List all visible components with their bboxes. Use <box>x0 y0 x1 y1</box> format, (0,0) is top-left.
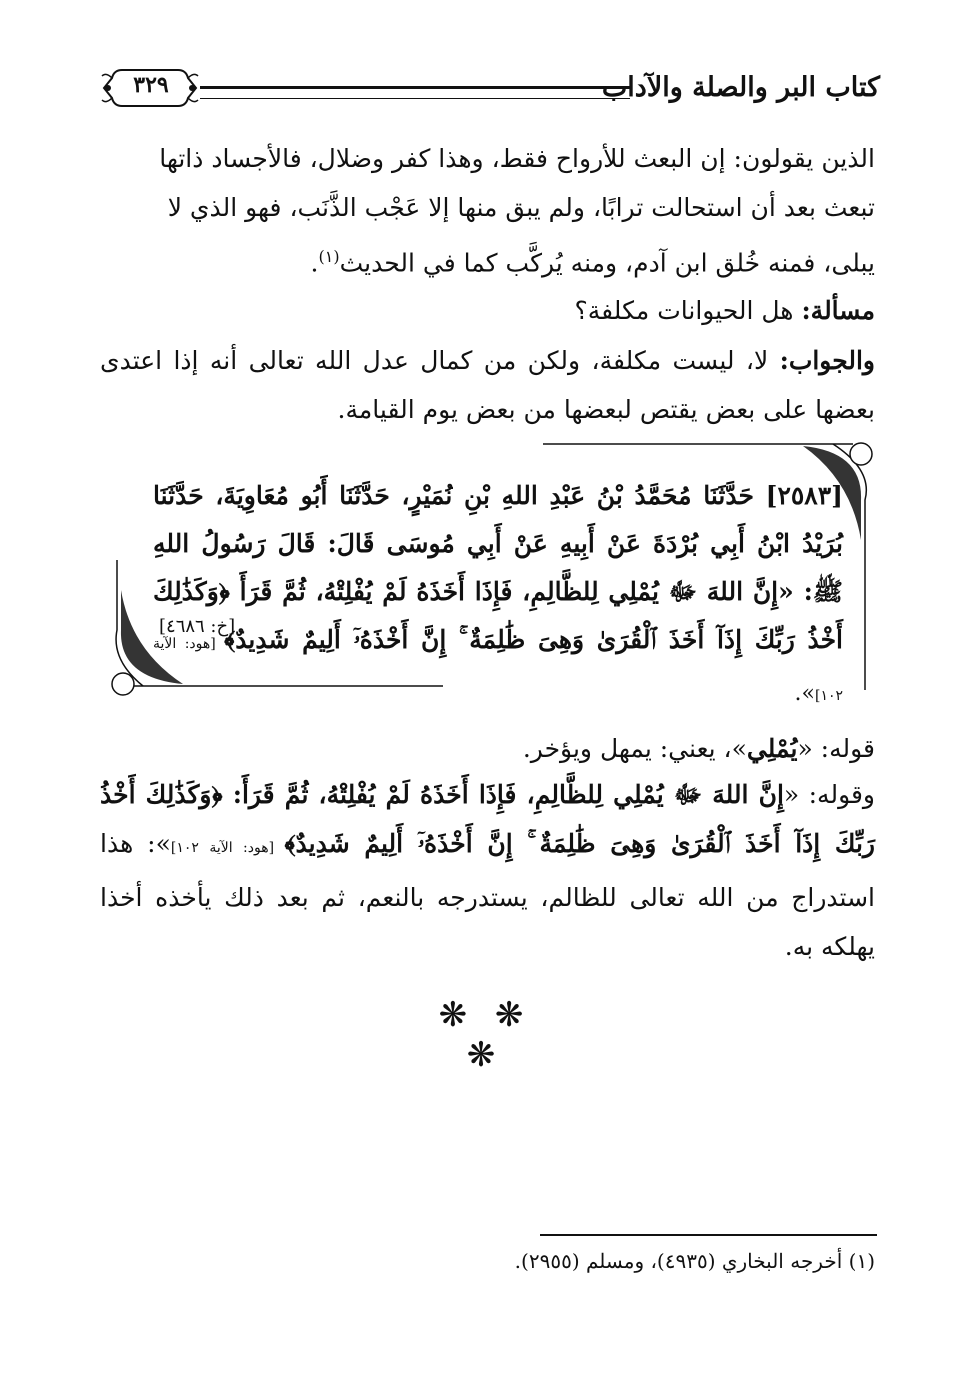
hadith-box <box>103 440 878 706</box>
footnote: (١) أخرجه البخاري (٤٩٣٥)، ومسلم (٢٩٥٥). <box>514 1249 875 1273</box>
book-title: كتاب البر والصلة والآداب <box>601 72 880 103</box>
explanation2-suffix: »: هذا استدراج من الله تعالى للظالم، يستدرجه بالنعم، ثم بعد ذلك يأخذه أخذا يهلكه به. <box>100 829 875 961</box>
question-paragraph <box>100 286 875 335</box>
intro-line-3-text: يبلى، فمنه خُلق ابن آدم، ومنه يُركَّب كما في الحديث <box>339 248 875 278</box>
answer-text: لا، ليست مكلفة، ولكن من كمال عدل الله تعالى أنه إذا اعتدى بعضها على بعض يقتص لبعضها من بعض يوم القيامة. <box>100 346 875 424</box>
explanation2-prefix: وقوله: « <box>783 780 876 809</box>
intro-line-3-end: . <box>310 248 319 278</box>
hadith-body: [٢٥٨٣] حَدَّثَنَا مُحَمَّدُ بْنُ عَبْدِ اللهِ بْنِ نُمَيْرٍ، حَدَّثَنَا أَبُو مُعَاوِيَةَ، حَدَّثَنَا بُرَيْدُ ابْنُ أَبِي بُرْدَةَ عَنْ أَبِيهِ عَنْ أَبِي مُوسَى قَالَ: قَالَ رَسُولُ اللهِ ﷺ: «إِنَّ اللهَ ﷻ يُمْلِي لِلظَّالِمِ، فَإِذَا أَخَذَهُ لَمْ يُفْلِتْهُ، ثُمَّ قَرَأَ ﴿وَكَذَٰلِكَ أَخْذُ رَبِّكَ إِذَآ أَخَذَ ٱلْقُرَىٰ وَهِىَ ظَٰلِمَةٌ ۚ إِنَّ أَخْذَهُۥٓ أَلِيمٌ شَدِيدٌ﴾ <box>153 481 843 654</box>
section-separator-stars: ❋ ❋ ❋ <box>438 995 532 1075</box>
intro-line-3 <box>100 232 875 287</box>
question-text: هل الحيوانات مكلفة؟ <box>574 296 802 325</box>
explanation2-ayah: ﴿وَكَذَٰلِكَ أَخْذُ رَبِّكَ إِذَآ أَخَذَ ٱلْقُرَىٰ وَهِىَ ظَٰلِمَةٌ ۚ إِنَّ أَخْذَهُۥٓ أَلِيمٌ شَدِيدٌ﴾ <box>100 780 875 858</box>
explanation-line-1 <box>100 724 875 773</box>
quran-reference: [هود: الآية ١٠٢] <box>153 636 843 704</box>
page-number-badge <box>100 66 200 110</box>
explanation2-hadith: إِنَّ اللهَ ﷻ يُمْلِي لِلظَّالِمِ، فَإِذَا أَخَذَهُ لَمْ يُفْلِتْهُ، ثُمَّ قَرَأَ: <box>232 780 784 809</box>
page-header <box>100 60 880 110</box>
intro-paragraph <box>100 134 875 287</box>
footnote-rule <box>540 1234 877 1236</box>
hadith-tail: ». <box>794 681 815 706</box>
answer-label: والجواب: <box>779 346 875 375</box>
explained-word: يُمْلِي <box>746 734 798 763</box>
intro-line-2: تبعث بعد أن استحالت ترابًا، ولم يبق منها إلا عَجْب الذَّنَب، فهو الذي لا <box>167 193 875 222</box>
intro-line-1: الذين يقولون: إن البعث للأرواح فقط، وهذا كفر وضلال، فالأجساد ذاتها <box>159 144 875 173</box>
hadith-text <box>153 472 843 720</box>
header-rule <box>200 86 630 99</box>
explanation-paragraph-2 <box>100 770 875 971</box>
page-number: ٣٢٩ <box>133 72 169 98</box>
answer-paragraph <box>100 336 875 434</box>
bukhari-reference: [خ: ٤٦٨٦] <box>159 616 236 637</box>
explanation2-ayah-ref: [هود: الآية ١٠٢] <box>170 840 285 856</box>
explanation-prefix: قوله: « <box>797 734 875 763</box>
footnote-marker: (١) <box>318 247 340 266</box>
question-label: مسألة: <box>801 296 875 325</box>
explanation-meaning: »، يعني: يمهل ويؤخر. <box>522 734 747 763</box>
